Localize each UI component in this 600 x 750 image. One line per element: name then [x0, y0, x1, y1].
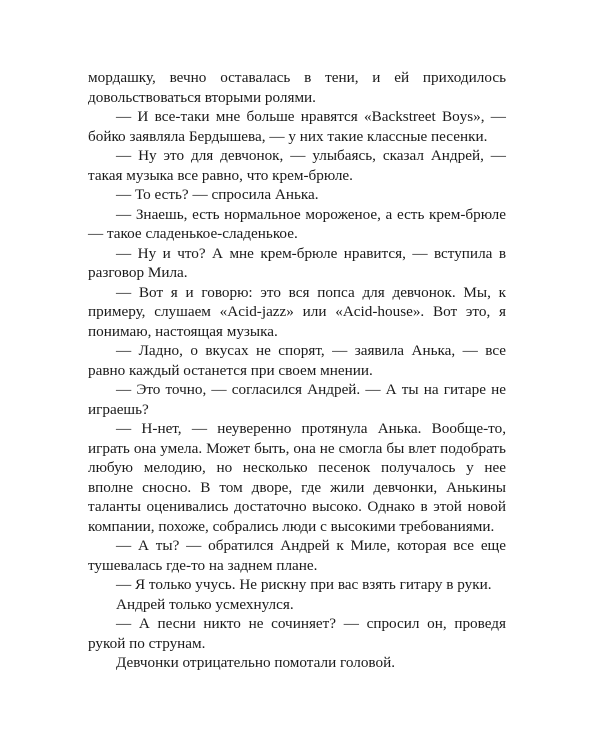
paragraph-14: — А песни никто не сочиняет? — спросил он, проведя рукой по струнам. — [88, 615, 506, 652]
paragraph-11: — А ты? — обратился Андрей к Миле, которая все еще тушевалась где-то на заднем плане. — [88, 537, 506, 574]
paragraph-7: — Вот я и говорю: это вся попса для девчонок. Мы, к примеру, слушаем «Acid-jazz» или «Acid-house». Вот это, я понимаю, настоящая музыка. — [88, 283, 506, 340]
paragraph-12: — Я только учусь. Не рискну при вас взять гитару в руки. — [116, 576, 492, 593]
paragraph-1: мордашку, вечно оставалась в тени, и ей приходилось довольствоваться вторыми ролями. — [88, 69, 506, 106]
paragraph-8: — Ладно, о вкусах не спорят, — заявила Анька, — все равно каждый останется при своем мнении. — [88, 342, 506, 379]
paragraph-6: — Ну и что? А мне крем-брюле нравится, — вступила в разговор Мила. — [88, 244, 506, 281]
paragraph-13: Андрей только усмехнулся. — [116, 595, 294, 613]
paragraph-15: Девчонки отрицательно помотали головой. — [116, 654, 395, 671]
page-text — [88, 68, 506, 673]
paragraph-10: — Н-нет, — неуверенно протянула Анька. Вообще-то, играть она умела. Может быть, она не смогла бы влет подобрать любую мелодию, но несколько песенок получалось у нее вполне сносно. В том дворе, где жили девчонки, Анькины таланты оценивались достаточно высоко. Однако в этой новой компании, похоже, собрались люди с высокими требованиями. — [88, 420, 506, 535]
paragraph-5: — Знаешь, есть нормальное мороженое, а есть крем-брюле — такое сладенькое-сладенькое. — [88, 205, 506, 242]
paragraph-4: — То есть? — спросила Анька. — [116, 186, 319, 203]
paragraph-9: — Это точно, — согласился Андрей. — А ты на гитаре не играешь? — [88, 381, 506, 418]
paragraph-2: — И все-таки мне больше нравятся «Backstreet Boys», — бойко заявляла Бердышева, — у них такие классные песенки. — [88, 108, 506, 145]
paragraph-3: — Ну это для девчонок, — улыбаясь, сказал Андрей, — такая музыка все равно, что крем-брюле. — [88, 147, 506, 184]
